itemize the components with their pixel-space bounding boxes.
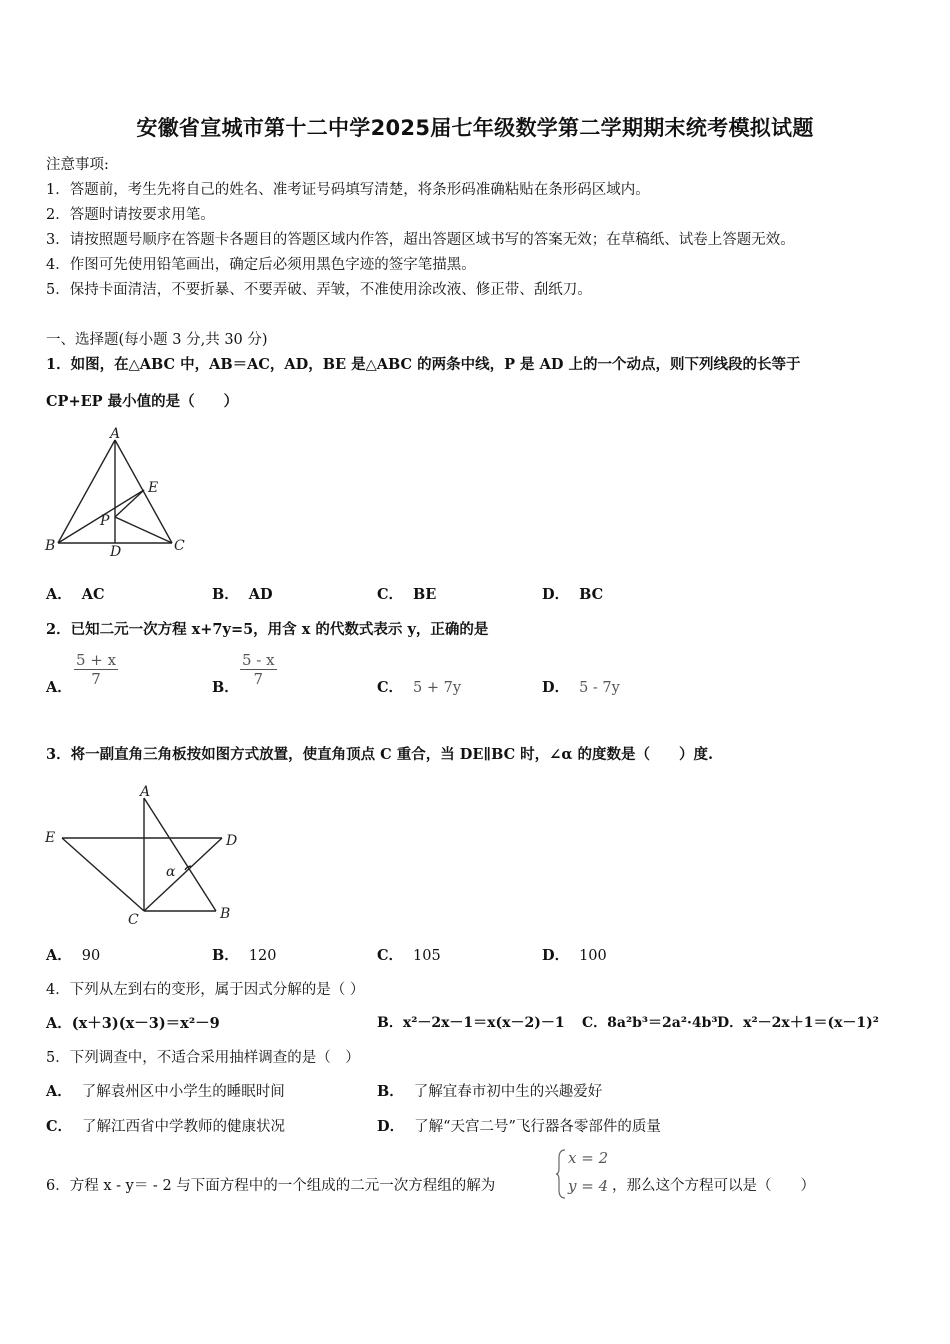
q3-option-a[interactable]: A． 90 [46,947,101,964]
q2-option-b-letter[interactable]: B． [212,679,239,696]
question-1-line2: CP+EP 最小值的是（ ） [46,393,239,410]
q1-label-b: B [45,538,56,554]
q6-system-eq1: x = 2 [568,1149,609,1167]
q1-line-ac [115,440,172,543]
q1-label-a: A [110,426,121,442]
q6-brace-icon [555,1148,567,1200]
q4-option-c[interactable]: C．8a²b³＝2a²·4b³ [582,1015,718,1031]
q1-option-c[interactable]: C． BE [377,586,437,603]
q1-line-pe [115,490,144,517]
notice-item: 3．请按照题号顺序在答题卡各题目的答题区域内作答，超出答题区域书写的答案无效；在草稿纸、试卷上答题无效。 [46,232,795,248]
q2-option-a-fraction: $\frac{5 + x}{7}$ [76,651,117,688]
q1-label-p: P [100,513,110,529]
q4-option-d[interactable]: D．x²－2x＋1＝(x－1)² [717,1015,879,1031]
q3-label-c: C [128,912,139,928]
q3-option-c[interactable]: C． 105 [377,947,441,964]
question-5: 5．下列调查中，不适合采用抽样调查的是（ ） [46,1050,360,1066]
q3-option-b[interactable]: B． 120 [212,947,277,964]
section-heading: 一、选择题(每小题 3 分,共 30 分) [46,332,268,348]
q3-label-b: B [220,906,231,922]
q4-option-b[interactable]: B．x²－2x－1＝x(x－2)－1 [377,1015,565,1031]
question-4: 4．下列从左到右的变形，属于因式分解的是（ ） [46,982,365,998]
notice-item: 5．保持卡面清洁，不要折暴、不要弄破、弄皱，不准使用涂改液、修正带、刮纸刀。 [46,282,592,298]
q2-option-b-fraction: $\frac{5 - x}{7}$ [242,651,275,688]
q1-line-pc [115,517,172,543]
q5-option-a[interactable]: A． 了解袁州区中小学生的睡眠时间 [46,1083,285,1100]
q1-label-c: C [174,538,185,554]
q1-option-d[interactable]: D． BC [542,586,604,603]
q3-label-d: D [226,833,238,849]
q6-system-eq2: y = 4 [568,1177,609,1195]
question-6-before: 6．方程 x - y＝ - 2 与下面方程中的一个组成的二元一次方程组的解为 [46,1178,496,1194]
notice-heading: 注意事项: [46,157,109,173]
q4-option-a[interactable]: A．(x＋3)(x－3)＝x²－9 [46,1015,220,1032]
q2-option-d[interactable]: D． 5 - 7y [542,679,620,696]
notice-item: 1．答题前，考生先将自己的姓名、准考证号码填写清楚，将条形码准确粘贴在条形码区域内。 [46,182,650,198]
q5-option-b[interactable]: B． 了解宜春市初中生的兴趣爱好 [377,1083,603,1100]
q1-label-d: D [110,544,122,560]
question-2: 2．已知二元一次方程 x+7y=5，用含 x 的代数式表示 y，正确的是 [46,621,489,638]
q3-label-a: A [140,784,151,800]
q3-label-alpha: α [166,864,176,880]
q3-label-e: E [45,830,56,846]
notice-item: 2．答题时请按要求用笔。 [46,207,215,223]
q3-line-ec [62,838,144,911]
q1-label-e: E [148,480,159,496]
q2-option-c[interactable]: C． 5 + 7y [377,679,462,696]
q5-option-c[interactable]: C． 了解江西省中学教师的健康状况 [46,1118,286,1135]
question-1-line1: 1．如图，在△ABC 中，AB＝AC，AD，BE 是△ABC 的两条中线，P 是 AD 上的一个动点，则下列线段的长等于 [46,356,801,373]
page-title: 安徽省宣城市第十二中学2025届七年级数学第二学期期末统考模拟试题 [136,116,814,140]
notice-item: 4．作图可先使用铅笔画出，确定后必须用黑色字迹的签字笔描黑。 [46,257,476,273]
q3-option-d[interactable]: D． 100 [542,947,607,964]
question-6-after: ，那么这个方程可以是（ ） [612,1178,815,1194]
question-3: 3．将一副直角三角板按如图方式放置，使直角顶点 C 重合，当 DE∥BC 时，∠α 的度数是（ ）度. [46,746,714,763]
q3-line-dc [144,838,222,911]
q3-set-squares-figure [40,780,250,930]
q1-option-b[interactable]: B． AD [212,586,273,603]
q5-option-d[interactable]: D． 了解“天宫二号”飞行器各零部件的质量 [377,1118,661,1135]
q1-triangle-figure [40,422,200,562]
q2-option-a-letter[interactable]: A． [46,679,72,696]
q1-option-a[interactable]: A． AC [46,586,105,603]
